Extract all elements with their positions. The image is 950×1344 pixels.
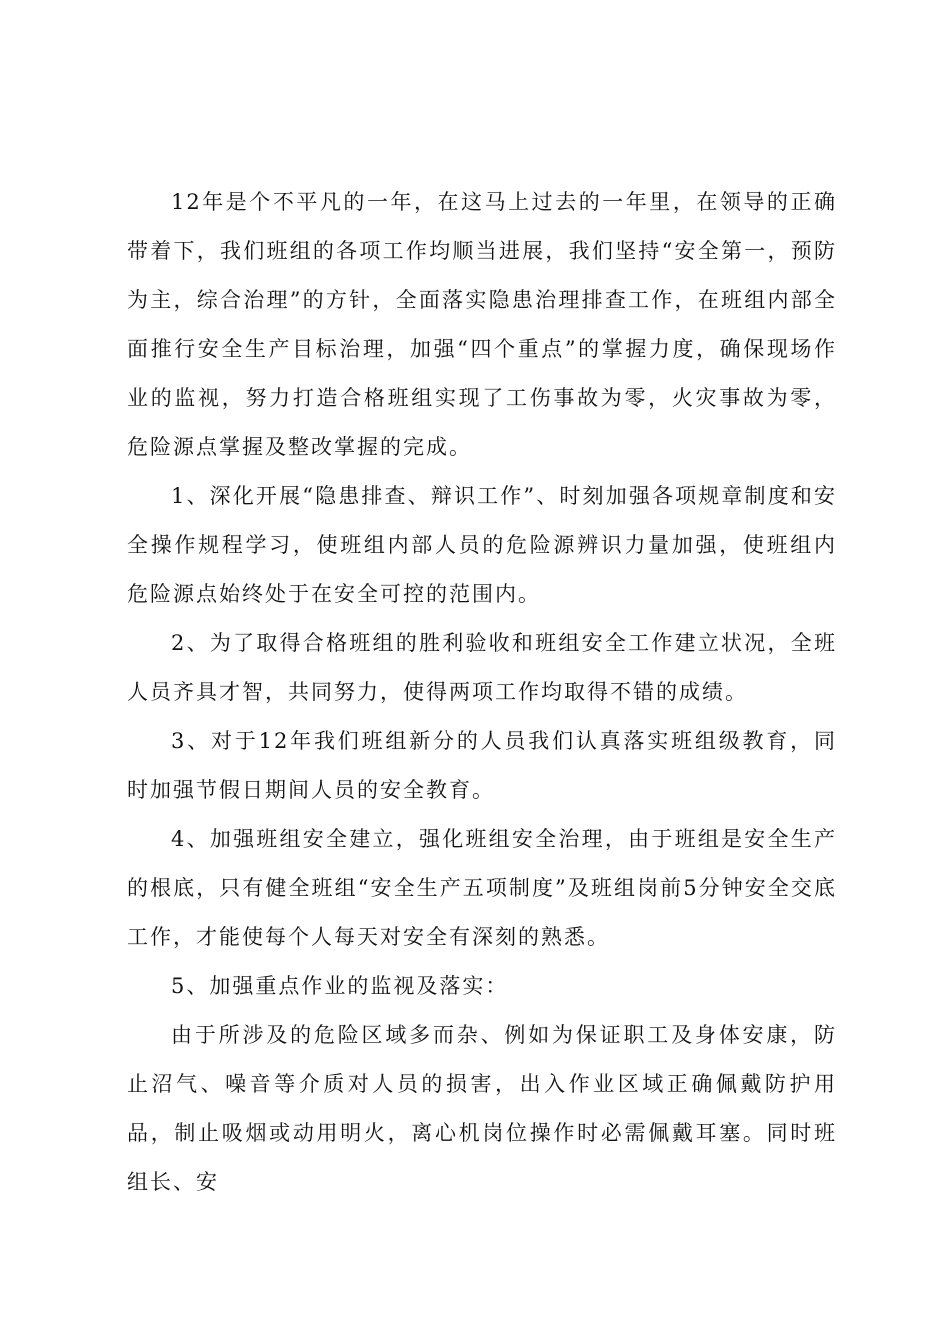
paragraph-intro: 12年是个不平凡的一年，在这马上过去的一年里，在领导的正确带着下，我们班组的各项工作均顺当进展，我们坚持“安全第一，预防为主，综合治理”的方针，全面落实隐患治理排查工作，在班组内部全面推行安全生产目标治理，加强“四个重点”的掌握力度，确保现场作业的监视，努力打造合格班组实现了工伤事故为零，火灾事故为零，危险源点掌握及整改掌握的完成。 (127, 190, 837, 459)
document-body (127, 178, 837, 1207)
paragraph-item-1: 1、深化开展“隐患排查、辩识工作”、时刻加强各项规章制度和安全操作规程学习，使班组内部人员的危险源辨识力量加强，使班组内危险源点始终处于在安全可控的范围内。 (127, 484, 837, 606)
paragraph-item-4: 4、加强班组安全建立，强化班组安全治理，由于班组是安全生产的根底，只有健全班组“安全生产五项制度”及班组岗前5分钟安全交底工作，才能使每个人每天对安全有深刻的熟悉。 (127, 827, 837, 949)
paragraph-item-3: 3、对于12年我们班组新分的人员我们认真落实班组级教育，同时加强节假日期间人员的安全教育。 (127, 729, 837, 802)
paragraph-item-2: 2、为了取得合格班组的胜利验收和班组安全工作建立状况，全班人员齐具才智，共同努力，使得两项工作均取得不错的成绩。 (127, 631, 837, 704)
paragraph-item-5-detail: 由于所涉及的危险区域多而杂、例如为保证职工及身体安康，防止沼气、噪音等介质对人员的损害，出入作业区域正确佩戴防护用品，制止吸烟或动用明火，离心机岗位操作时必需佩戴耳塞。同时班组长、安 (127, 1023, 837, 1194)
paragraph-item-5: 5、加强重点作业的监视及落实： (171, 974, 509, 998)
